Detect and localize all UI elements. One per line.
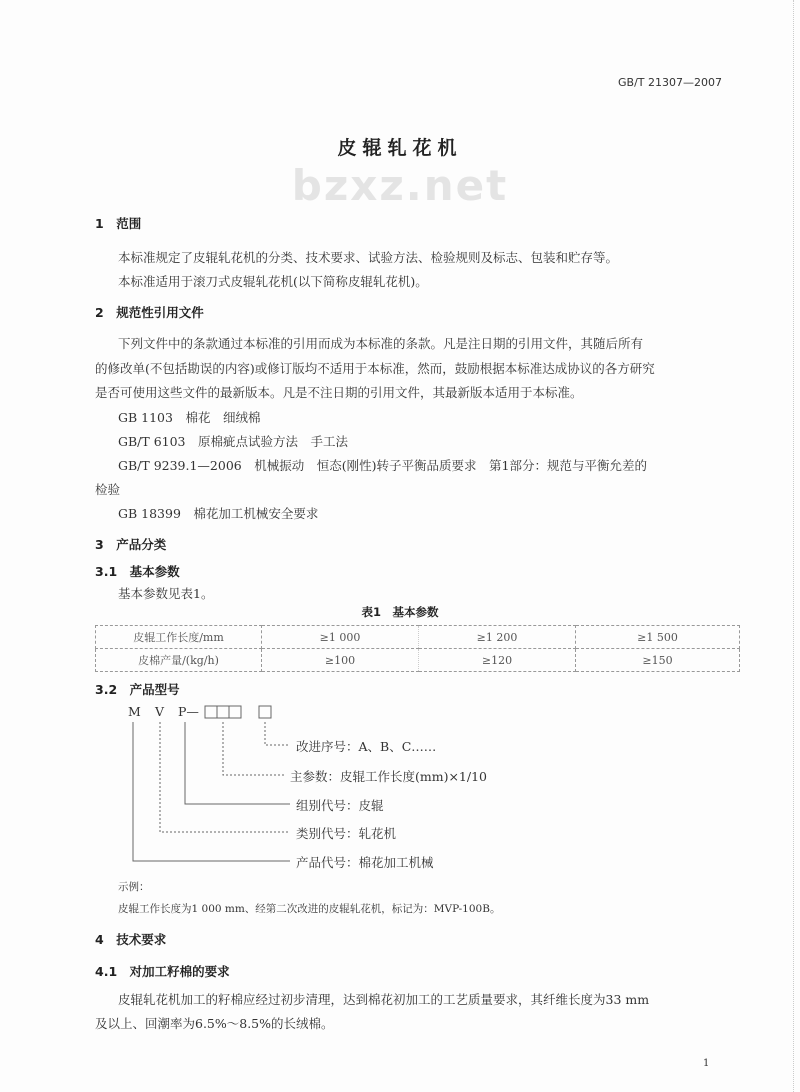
- paragraph: 本标准适用于滚刀式皮辊轧花机(以下简称皮辊轧花机)。: [118, 274, 428, 289]
- model-letter: V: [155, 704, 165, 719]
- model-label: 产品代号：棉花加工机械: [296, 855, 434, 870]
- table-cell: ≥150: [576, 649, 740, 672]
- model-letter: P—: [178, 704, 199, 719]
- table-cell: ≥1 500: [576, 626, 740, 649]
- table-cell: ≥120: [419, 649, 576, 672]
- table-caption: 表1 基本参数: [361, 605, 439, 619]
- model-letter: M: [128, 704, 141, 719]
- reference-item: GB 18399 棉花加工机械安全要求: [118, 506, 319, 521]
- section-4-1-heading: 4.1 对加工籽棉的要求: [95, 964, 230, 979]
- section-3-1-heading: 3.1 基本参数: [95, 564, 180, 579]
- model-label: 组别代号：皮辊: [296, 798, 384, 813]
- reference-item: GB/T 9239.1—2006 机械振动 恒态(刚性)转子平衡品质要求 第1部分：规范与平衡允差的: [118, 458, 647, 473]
- table-cell: ≥1 200: [419, 626, 576, 649]
- reference-item: GB/T 6103 原棉疵点试验方法 手工法: [118, 434, 349, 449]
- table-cell: ≥100: [262, 649, 419, 672]
- reference-item: GB 1103 棉花 细绒棉: [118, 410, 261, 425]
- model-label: 类别代号：轧花机: [296, 826, 397, 841]
- paragraph: 本标准规定了皮辊轧花机的分类、技术要求、试验方法、检验规则及标志、包装和贮存等。: [118, 250, 619, 265]
- paragraph: 皮辊轧花机加工的籽棉应经过初步清理，达到棉花初加工的工艺质量要求，其纤维长度为33 mm: [118, 992, 650, 1007]
- document-title: 皮辊轧花机: [337, 137, 463, 159]
- paragraph: 及以上、回潮率为6.5%～8.5%的长绒棉。: [95, 1016, 334, 1031]
- table-cell: 皮棉产量/(kg/h): [96, 649, 262, 672]
- page-number: 1: [703, 1058, 710, 1069]
- table-cell: 皮辊工作长度/mm: [96, 626, 262, 649]
- standard-number: GB/T 21307—2007: [618, 76, 722, 89]
- paragraph: 的修改单(不包括勘误的内容)或修订版均不适用于本标准，然而，鼓励根据本标准达成协议的各方研究: [95, 361, 655, 376]
- section-4-heading: 4 技术要求: [95, 932, 167, 947]
- example-label: 示例：: [118, 881, 150, 893]
- model-label: 改进序号：A、B、C……: [296, 739, 437, 754]
- example-text: 皮辊工作长度为1 000 mm、经第二次改进的皮辊轧花机，标记为：MVP-100B。: [118, 903, 501, 915]
- table-cell: ≥1 000: [262, 626, 419, 649]
- paragraph: 基本参数见表1。: [118, 586, 214, 601]
- paragraph: 下列文件中的条款通过本标准的引用而成为本标准的条款。凡是注日期的引用文件，其随后所有: [118, 336, 644, 351]
- model-label: 主参数：皮辊工作长度(mm)×1/10: [290, 769, 488, 784]
- watermark: bzxz.net: [291, 161, 509, 210]
- section-3-2-heading: 3.2 产品型号: [95, 682, 180, 697]
- section-2-heading: 2 规范性引用文件: [95, 305, 204, 320]
- scan-edge: [793, 0, 800, 1092]
- paragraph: 是否可使用这些文件的最新版本。凡是不注日期的引用文件，其最新版本适用于本标准。: [95, 385, 583, 400]
- reference-item: 检验: [95, 482, 121, 497]
- section-1-heading: 1 范围: [95, 216, 142, 231]
- section-3-heading: 3 产品分类: [95, 537, 167, 552]
